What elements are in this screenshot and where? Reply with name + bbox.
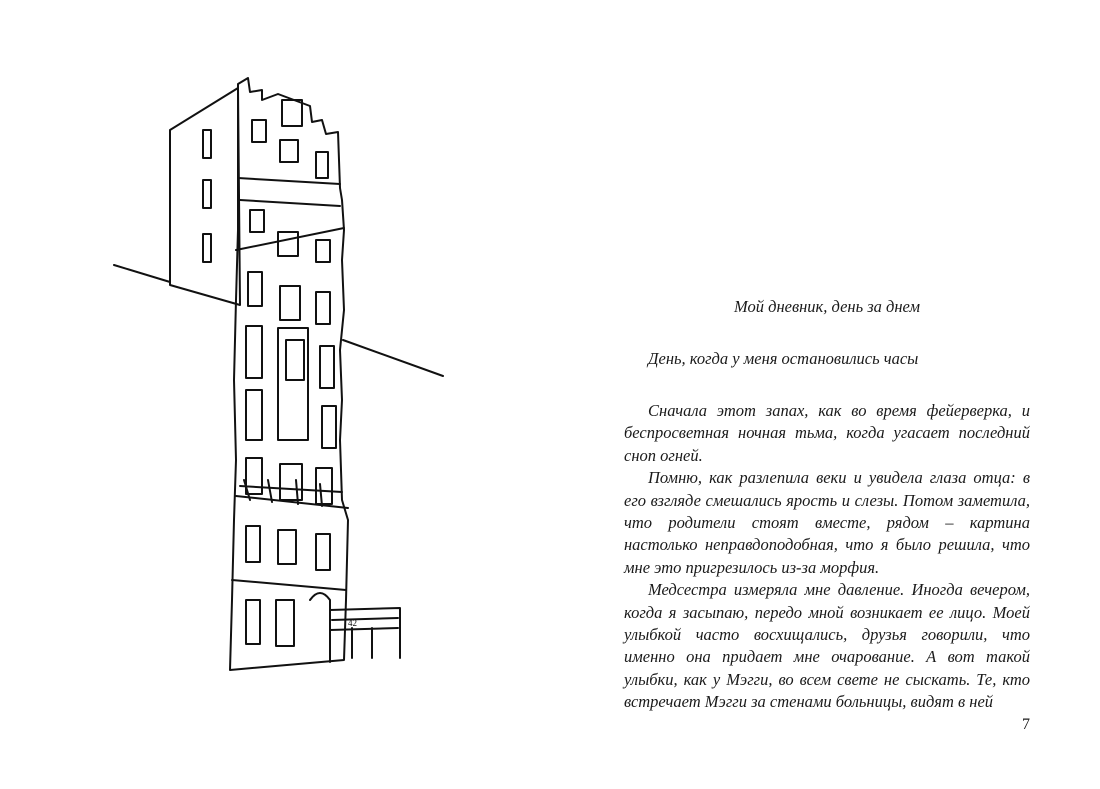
text-column <box>624 296 1030 714</box>
paragraph-1: Сначала этот запах, как во время фейерверка, и беспросветная ночная тьма, когда угасает последний сноп огней. <box>624 401 1030 465</box>
paragraph-2: Помню, как разлепила веки и увидела глаза отца: в его взгляде смешались ярость и слезы. Потом заметила, что родители стоят вместе, рядом – картина настолько неправдоподобная, что я было решила, что мне это пригрезилось из-за морфия. <box>624 468 1030 577</box>
building-illustration <box>100 60 460 690</box>
svg-text:42: 42 <box>348 618 357 628</box>
chapter-title: Мой дневник, день за днем <box>733 297 921 316</box>
paragraph-3: Медсестра измеряла мне давление. Иногда вечером, когда я засыпаю, передо мной возникает ее лицо. Моей улыбкой часто восхищались, друзья говорили, что именно она придает мне очарование. А вот такой улыбки, как у Мэгги, во всем свете не сыскать. Те, кто встречает Мэгги за стенами больницы, видят в ней <box>624 580 1030 712</box>
page-number: 7 <box>1022 716 1030 733</box>
building-sketch-icon <box>100 60 460 690</box>
section-title: День, когда у меня остановились часы <box>648 349 919 368</box>
